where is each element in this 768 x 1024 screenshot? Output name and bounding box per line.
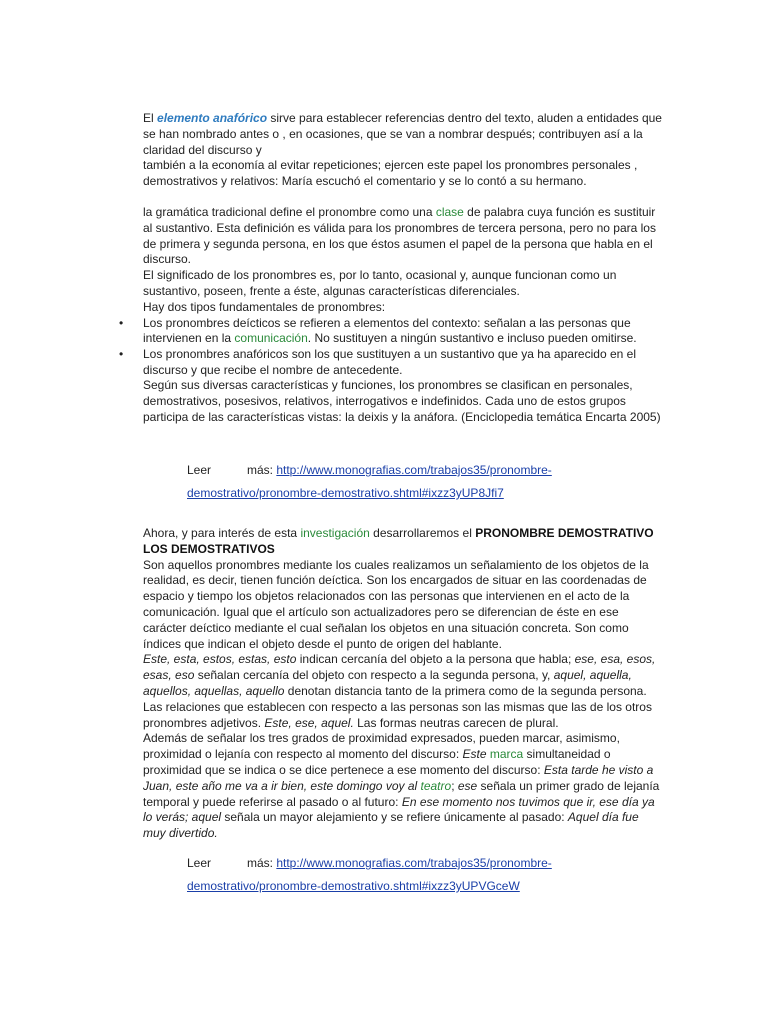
intro-text-a: El <box>143 111 158 125</box>
time-example-2: En ese momento nos tuvimos que ir, ese día ya lo verás; aquel <box>143 794 655 825</box>
forms-first-person: Este, esta, estos, estas, esto <box>143 652 297 667</box>
forms-text-3: denotan distancia tanto de la primera como de la segunda persona. Las relaciones que establecen con respecto a las personas son las mismas que las de los otros pronombres adjetivos. <box>143 683 652 730</box>
intro-line-2: también a la economía al evitar repeticiones; ejercen este papel los pronombres personales , demostrativos y relativos: María escuchó el comentario y se lo contó a su hermano. <box>143 158 638 189</box>
section-subtitle-text: LOS DEMOSTRATIVOS <box>143 541 275 556</box>
section-title: PRONOMBRE DEMOSTRATIVO <box>475 526 654 540</box>
teatro-link[interactable]: teatro <box>420 778 452 793</box>
section-intro <box>143 526 663 542</box>
classification-text: Según sus diversas características y funciones, los pronombres se clasifican en personales, demostrativos, posesivos, relativos, interrogativos e indefinidos. Cada uno de estos grupos participa de las características vistas: la deixis y la anáfora. (Enciclopedia temática Encarta 2005) <box>143 378 661 424</box>
comunicacion-link[interactable]: comunicación <box>234 331 308 346</box>
investigacion-link[interactable]: investigación <box>300 526 370 540</box>
read-more-mas: más: <box>247 463 277 477</box>
grammar-definition <box>143 205 663 268</box>
read-more-link[interactable]: http://www.monografias.com/trabajos35/pronombre-demostrativo/pronombre-demostrativo.shtml#ixzz3yUP8Jfi7 <box>187 463 552 500</box>
list-item <box>119 315 663 348</box>
grammar-paragraph <box>119 205 663 379</box>
time-text-5: señala un mayor alejamiento y se refiere únicamente al pasado: <box>221 810 568 825</box>
classification-paragraph <box>143 378 663 425</box>
time-text-1: Además de señalar los tres grados de proximidad expresados, pueden marcar, asimismo, proximidad o lejanía con respecto al momento del discurso: <box>143 731 620 762</box>
bullet-icon: • <box>119 315 124 330</box>
demonstratives-section <box>143 526 663 842</box>
forms-text-2: señalan cercanía del objeto con respecto a la segunda persona, y, <box>194 668 554 683</box>
forms-adjectives: Este, ese, aquel. <box>264 715 354 730</box>
time-text-4: señala un primer grado de lejanía temporal y puede referirse al pasado o al futuro: <box>143 778 660 809</box>
section-intro-a: Ahora, y para interés de esta <box>143 526 301 540</box>
grammar-types-intro: Hay dos tipos fundamentales de pronombres: <box>143 299 386 314</box>
time-example-3: Aquel día fue muy divertido. <box>143 810 639 841</box>
forms-third-person: aquel, aquella, aquellos, aquellas, aquello <box>143 668 632 698</box>
read-more-2 <box>187 852 667 898</box>
time-text-2: simultaneidad o proximidad que se indica o se dice pertenece a ese momento del discurso: <box>143 747 611 777</box>
read-more-link[interactable]: http://www.monografias.com/trabajos35/pronombre-demostrativo/pronombre-demostrativo.shtml#ixzz3yUPVGceW <box>187 856 552 893</box>
intro-text-b: sirve para establecer referencias dentro del texto, aluden a entidades que se han nombrado antes o , en ocasiones, que se van a nombrar después; contribuyen así a la claridad del discurso y <box>143 111 662 157</box>
bullet1-text-b: . No sustituyen a ningún sustantivo e incluso pueden omitirse. <box>307 331 637 346</box>
time-example-1: Esta tarde he visto a Juan, este año me va a ir bien, este domingo voy al <box>143 762 654 793</box>
anaphoric-term: elemento anafórico <box>157 111 268 125</box>
bullet2-text: Los pronombres anafóricos son los que sustituyen a un sustantivo que ya ha aparecido en el discurso y que recibe el nombre de antecedente. <box>143 347 636 377</box>
section-subtitle <box>143 542 663 558</box>
time-este: Este <box>462 747 487 762</box>
forms-text-1: indican cercanía del objeto a la persona que habla; <box>296 652 575 667</box>
intro-paragraph <box>143 111 663 190</box>
read-more-1 <box>187 459 667 505</box>
grammar-text-a: la gramática tradicional define el pronombre como una <box>143 205 436 219</box>
bullet1-text-a: Los pronombres deícticos se refieren a elementos del contexto: señalan a las personas que intervienen en la <box>143 315 631 346</box>
read-more-label: Leer <box>187 856 212 870</box>
read-more-mas: más: <box>247 856 277 870</box>
time-text-3: ; <box>451 778 458 793</box>
pronoun-types-list <box>119 315 663 379</box>
list-item <box>119 347 663 379</box>
intro-line-1 <box>143 111 663 158</box>
time-ese: ese <box>457 778 478 793</box>
demonstratives-forms <box>143 652 663 731</box>
grammar-text-b: de palabra cuya función es sustituir al sustantivo. Esta definición es válida para los pronombres de tercera persona, pero no para los de primera y segunda persona, en los que éstos asumen el papel de la persona que habla en el discurso. <box>143 205 656 267</box>
demonstratives-definition: Son aquellos pronombres mediante los cuales realizamos un señalamiento de los objetos de la realidad, es decir, tienen función deíctica. Son los encargados de situar en las coordenadas de espacio y tiempo los objetos relacionados con las personas que intervienen en el acto de la comunicación. Igual que el artículo son actualizadores pero se diferencian de éste en ese carácter deíctico mediante el cual señalan los objetos en una situación concreta. Son como índices que indican el objeto desde el punto de origen del hablante. <box>143 557 649 651</box>
clase-link[interactable]: clase <box>435 205 464 219</box>
demonstratives-time <box>143 731 663 842</box>
forms-second-person: ese, esa, esos, esas, eso <box>143 652 656 683</box>
grammar-meaning: El significado de los pronombres es, por lo tanto, ocasional y, aunque funcionan como un sustantivo, poseen, frente a éste, algunas características diferenciales. <box>143 268 617 298</box>
forms-text-4: Las formas neutras carecen de plural. <box>353 715 559 730</box>
read-more-label: Leer <box>187 463 212 477</box>
marca-link[interactable]: marca <box>489 747 524 762</box>
bullet-icon: • <box>119 347 124 362</box>
section-intro-b: desarrollaremos el <box>369 526 476 540</box>
